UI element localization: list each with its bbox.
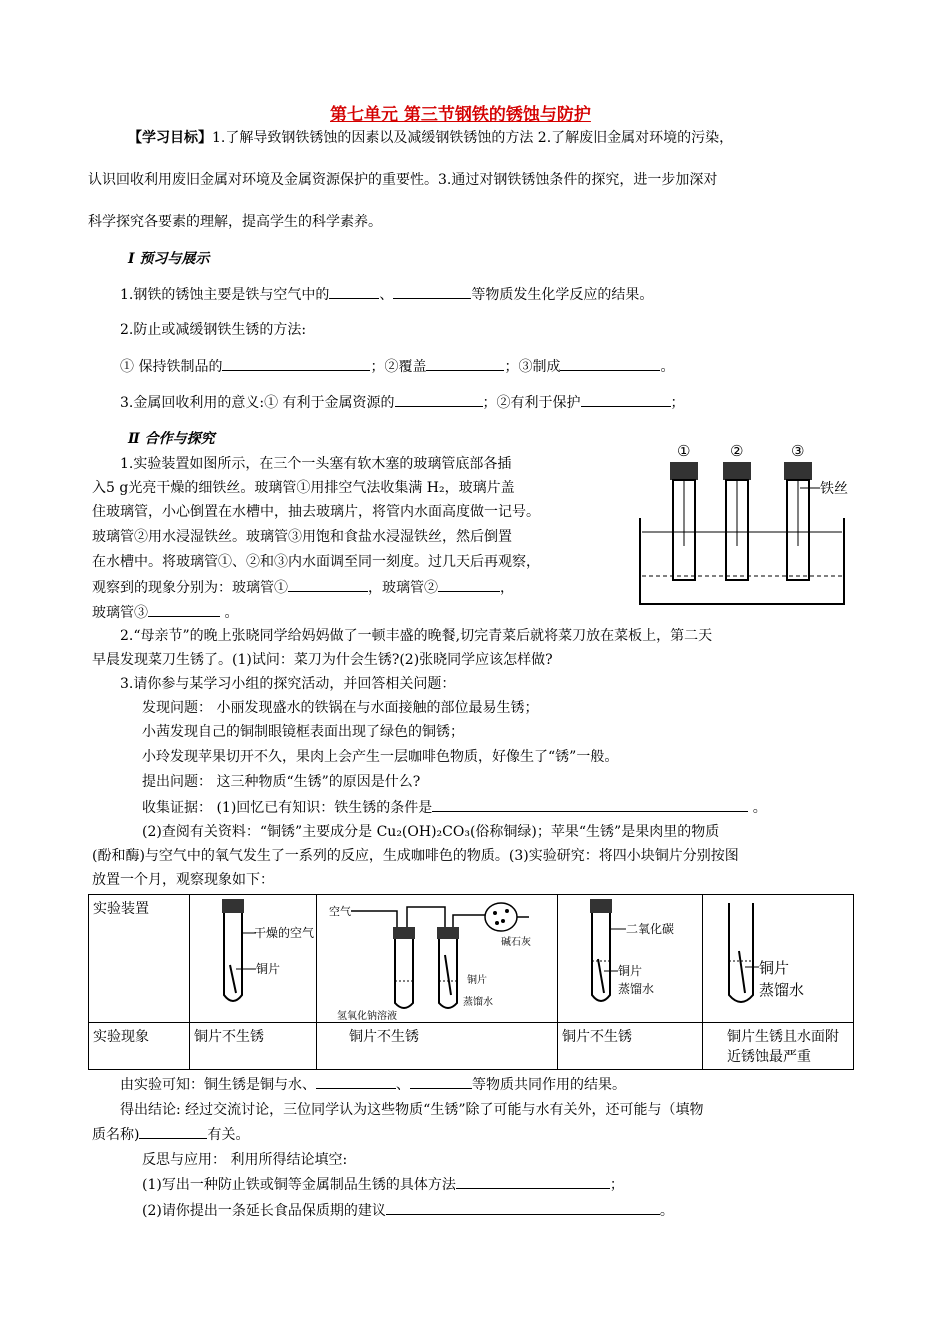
q1-blank-2[interactable] (393, 284, 471, 299)
reflect-1b: ； (609, 1177, 624, 1193)
q2-text-a: ① 保持铁制品的 (120, 359, 223, 375)
q2-text-b: ；②覆盖 (370, 359, 427, 375)
q1-text-a: 1.钢铁的锈蚀主要是铁与空气中的 (120, 287, 330, 303)
result-d-text: 铜片生锈且水面附近锈蚀最严重 (727, 1029, 839, 1065)
p3-collect (142, 797, 767, 818)
p1-line-4: 玻璃管②用水浸湿铁丝。玻璃管③用饱和食盐水浸湿铁丝，然后倒置 (92, 529, 512, 545)
tube-figure (634, 436, 854, 611)
objectives-label: 【学习目标】 (128, 130, 212, 146)
apparatus-header: 实验装置 (89, 895, 190, 1023)
tube-label-2: ② (730, 442, 744, 460)
result-c: 铜片不生锈 (558, 1023, 703, 1070)
objectives-line2: 认识回收利用废旧金属对环境及金属资源保护的重要性。3.通过对钢铁锈蚀条件的探究，进一步加深对 (88, 172, 718, 188)
water-trough (640, 518, 844, 604)
p3-found-3: 小玲发现苹果切开不久，果肉上会产生一层咖啡色物质，好像生了“锈”一般。 (142, 749, 619, 765)
apparatus-row (89, 895, 854, 1023)
result-a: 铜片不生锈 (190, 1023, 317, 1070)
label-copper-c: 铜片 (618, 964, 643, 978)
question-2: 2.防止或减缓钢铁生锈的方法: (120, 322, 307, 338)
tube-3 (784, 462, 812, 580)
p3-question: 提出问题： 这三种物质“生锈”的原因是什么? (142, 774, 421, 790)
objectives-text-1: 1.了解导致钢铁锈蚀的因素以及减缓钢铁锈蚀的方法 2.了解废旧金属对环境的污染， (212, 130, 734, 146)
obs-text-c: ， (500, 580, 514, 596)
result-line-2 (92, 1124, 249, 1145)
result-blank[interactable] (139, 1124, 207, 1139)
objectives-line3: 科学探究各要素的理解，提高学生的科学素养。 (88, 214, 382, 230)
obs-text-e: 。 (224, 605, 239, 621)
label-water-b: 蒸馏水 (463, 997, 493, 1008)
reflect-1 (142, 1174, 624, 1195)
apparatus-a (190, 895, 317, 1023)
experiment-table (88, 894, 854, 1070)
apparatus-d-drawing (703, 895, 843, 1021)
obs-blank-2[interactable] (438, 577, 500, 592)
q1-text-c: 等物质发生化学反应的结果。 (471, 287, 654, 303)
p3-info-2: (酚和酶)与空气中的氧气发生了一系列的反应，生成咖啡色的物质。(3)实验研究：将四小块铜片分别按图 (92, 848, 739, 864)
page-title: 第七单元 第三节钢铁的锈蚀与防护 (330, 105, 591, 125)
label-dry-air: 干燥的空气 (254, 926, 315, 940)
collect-end: 。 (752, 800, 767, 816)
obs-blank-1[interactable] (288, 577, 368, 592)
question-2-methods (120, 356, 674, 377)
reflect-blank-2[interactable] (386, 1200, 660, 1215)
conclude-b: 、 (396, 1077, 410, 1093)
p1-line-5: 在水槽中。将玻璃管①、②和③内水面调至同一刻度。过几天后再观察， (92, 554, 540, 570)
reflect-2b: 。 (659, 1203, 674, 1219)
section1-heading: Ⅰ 预习与展示 (128, 251, 210, 267)
p3-found: 发现问题： 小丽发现盛水的铁锅在与水面接触的部位最易生锈； (142, 700, 539, 716)
apparatus-b (317, 895, 558, 1023)
conclude-c: 等物质共同作用的结果。 (472, 1077, 626, 1093)
obs-text-d: 玻璃管③ (92, 605, 148, 621)
tube-label-3: ③ (791, 442, 805, 460)
p2-line-1: 2.“母亲节”的晚上张晓同学给妈妈做了一顿丰盛的晚餐,切完青菜后就将菜刀放在菜板上，第二天 (120, 628, 713, 644)
result-2b: 有关。 (207, 1127, 250, 1143)
reflect-blank-1[interactable] (456, 1174, 610, 1189)
conclude-line (120, 1074, 626, 1095)
apparatus-a-drawing (190, 895, 316, 1021)
p1-line-1: 1.实验装置如图所示，在三个一头塞有软木塞的玻璃管底部各插 (120, 456, 512, 472)
label-copper-d: 铜片 (759, 959, 790, 977)
apparatus-b-drawing (317, 895, 557, 1021)
result-b: 铜片不生锈 (317, 1023, 558, 1070)
collect-blank[interactable] (432, 797, 748, 812)
p1-observe-3 (92, 602, 238, 623)
q2-text-d: 。 (660, 359, 675, 375)
wire-label: 铁丝 (820, 481, 848, 497)
section2-heading: Ⅱ 合作与探究 (128, 431, 215, 447)
label-co2: 二氧化碳 (626, 922, 675, 936)
label-water-c: 蒸馏水 (618, 982, 655, 996)
result-row (89, 1023, 854, 1070)
q3-text-a: 3.金属回收利用的意义:① 有利于金属资源的 (120, 395, 395, 411)
label-soda-lime: 碱石灰 (501, 937, 531, 948)
q3-text-b: ；②有利于保护 (482, 395, 581, 411)
p3-found-2: 小茜发现自己的铜制眼镜框表面出现了绿色的铜锈； (142, 724, 464, 740)
q3-blank-2[interactable] (581, 392, 671, 407)
obs-text-b: ，玻璃管② (368, 580, 438, 596)
q3-text-c: ； (670, 395, 685, 411)
label-copper-a: 铜片 (256, 962, 281, 976)
question-1 (120, 284, 653, 305)
question-3 (120, 392, 685, 413)
apparatus-d (703, 895, 854, 1023)
q1-text-b: 、 (379, 287, 394, 303)
reflect-line: 反思与应用： 利用所得结论填空: (142, 1152, 348, 1168)
label-air: 空气 (329, 905, 351, 918)
reflect-2a: (2)请你提出一条延长食品保质期的建议 (142, 1203, 386, 1219)
p3-info-3: 放置一个月，观察现象如下： (92, 872, 274, 888)
tube-1 (670, 462, 698, 580)
obs-blank-3[interactable] (148, 602, 220, 617)
reflect-2 (142, 1200, 674, 1221)
tube-label-1: ① (677, 442, 691, 460)
p3-info-1: (2)查阅有关资料：“铜锈”主要成分是 Cu₂(OH)₂CO₃(俗称铜绿)；苹果“生锈”是果肉里的物质 (142, 824, 720, 840)
result-header: 实验现象 (89, 1023, 190, 1070)
label-naoh: 氢氧化钠溶液 (337, 1011, 397, 1021)
q2-blank-3[interactable] (560, 356, 660, 371)
apparatus-c (558, 895, 703, 1023)
p1-observe (92, 577, 514, 598)
q2-blank-1[interactable] (222, 356, 370, 371)
conclude-a: 由实验可知：铜生锈是铜与水、 (120, 1077, 316, 1093)
label-water-d: 蒸馏水 (759, 981, 805, 999)
tube-2 (723, 462, 751, 580)
result-d (703, 1023, 854, 1070)
q2-blank-2[interactable] (426, 356, 504, 371)
collect-text: 收集证据： (1)回忆已有知识：铁生锈的条件是 (142, 800, 433, 816)
objectives-line1 (128, 128, 733, 148)
obs-text-a: 观察到的现象分别为：玻璃管① (92, 580, 288, 596)
apparatus-c-drawing (558, 895, 702, 1021)
result-2a: 质名称) (92, 1127, 140, 1143)
p2-line-2: 早晨发现菜刀生锈了。(1)试问：菜刀为什会生锈?(2)张晓同学应该怎样做? (92, 652, 553, 668)
conclude-blank-2[interactable] (410, 1074, 472, 1089)
p1-line-2: 入5 g光亮干燥的细铁丝。玻璃管①用排空气法收集满 H₂，玻璃片盖 (92, 480, 515, 496)
reflect-1a: (1)写出一种防止铁或铜等金属制品生锈的具体方法 (142, 1177, 456, 1193)
p3-intro: 3.请你参与某学习小组的探究活动，并回答相关问题： (120, 676, 456, 692)
q3-blank-1[interactable] (395, 392, 483, 407)
q2-text-c: ；③制成 (504, 359, 561, 375)
p1-line-3: 住玻璃管，小心倒置在水槽中，抽去玻璃片，将管内水面高度做一记号。 (92, 504, 540, 520)
q1-blank-1[interactable] (329, 284, 379, 299)
result-line-1: 得出结论: 经过交流讨论，三位同学认为这些物质“生锈”除了可能与水有关外，还可能与（填物 (120, 1102, 704, 1118)
conclude-blank-1[interactable] (316, 1074, 396, 1089)
label-copper-b: 铜片 (467, 975, 487, 986)
